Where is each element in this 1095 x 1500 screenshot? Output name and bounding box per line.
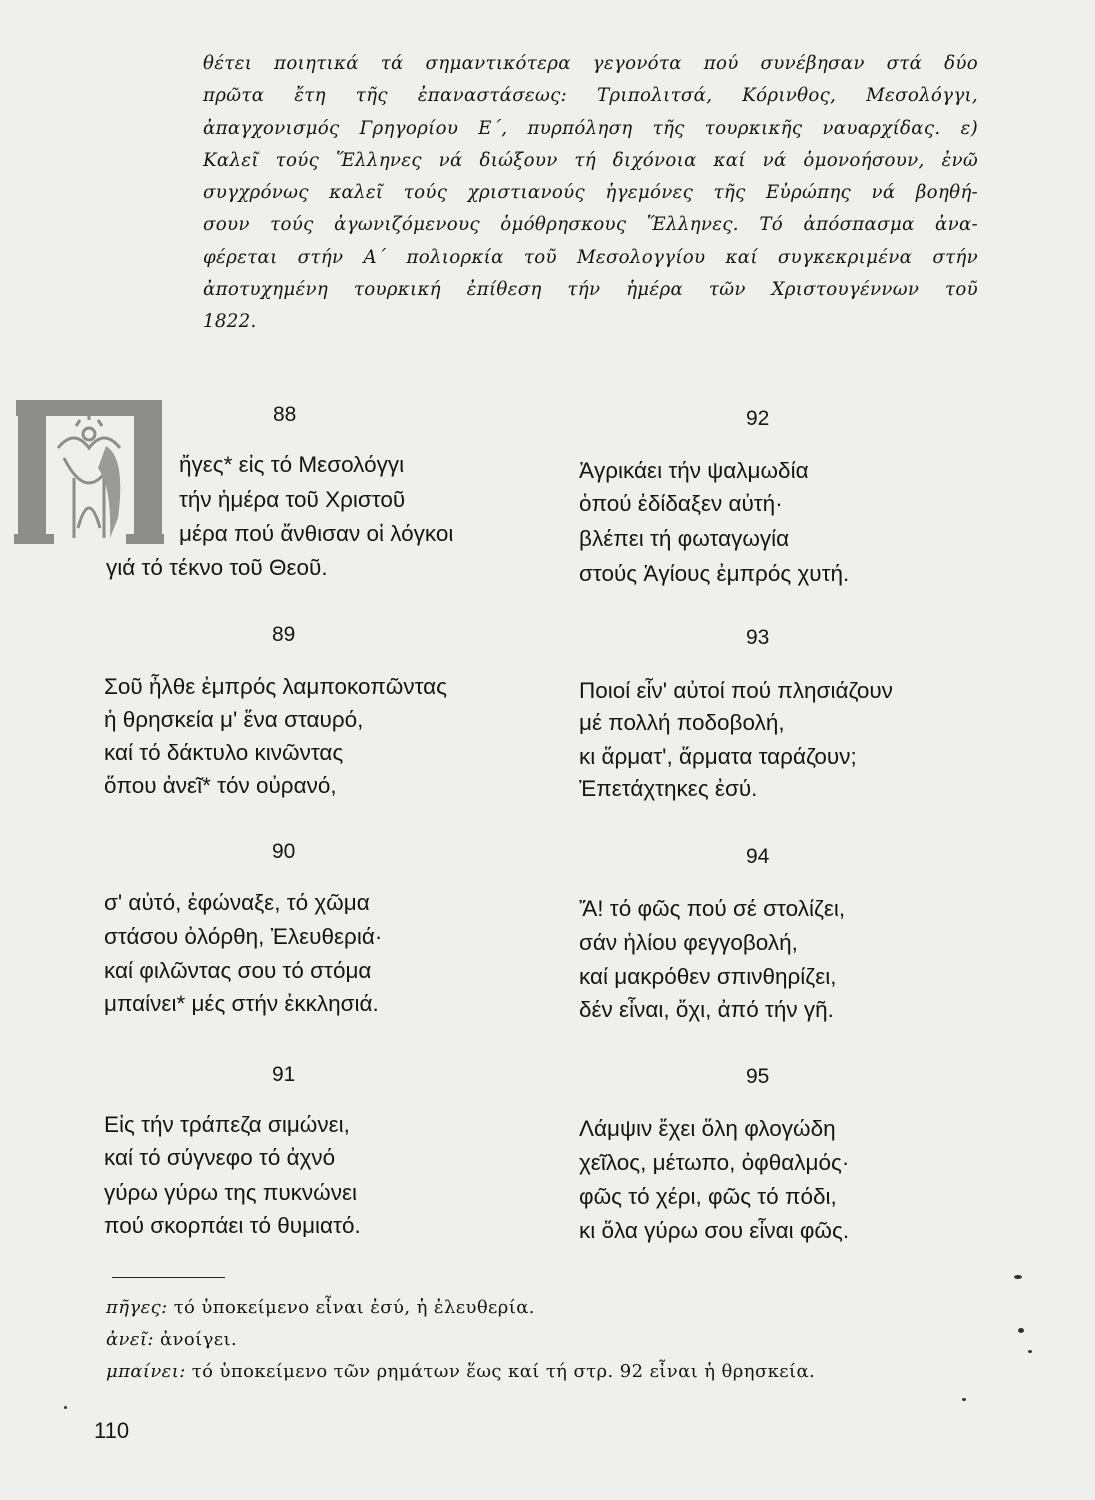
verse-line: ὁπού ἐδίδαξεν αὐτή· — [579, 491, 783, 516]
verse-line: μπαίνει* μές στήν ἐκκλησιά. — [104, 991, 379, 1016]
verse-line: κι ὅλα γύρω σου εἶναι φῶς. — [579, 1218, 850, 1243]
verse-line: φῶς τό χέρι, φῶς τό πόδι, — [579, 1184, 837, 1209]
intro-line: θέτει ποιητικά τά σημαντικότερα γεγονότα πού συνέβησαν στά δύο — [203, 53, 978, 74]
intro-line: φέρεται στήν Α΄ πολιορκία τοῦ Μεσολογγίου καί συγκεκριμένα στήν — [203, 246, 978, 268]
stanza-number: 95 — [746, 1065, 770, 1088]
intro-line: ἀποτυχημένη τουρκική ἐπίθεση τήν ἡμέρα τῶν Χριστουγέννων τοῦ — [203, 279, 978, 301]
verse-line: μέ πολλή ποδοβολή, — [579, 710, 785, 735]
verse-line: καί μακρόθεν σπινθηρίζει, — [579, 964, 837, 989]
footnote-divider — [112, 1277, 225, 1278]
stanza-number: 89 — [272, 623, 296, 646]
footnote-text: τό ὑποκείμενο εἶναι ἐσύ, ἡ ἐλευθερία. — [173, 1297, 535, 1318]
verse-line: χεῖλος, μέτωπο, ὀφθαλμός· — [579, 1150, 850, 1175]
page-number: 110 — [94, 1418, 130, 1443]
verse-line: Ἄ! τό φῶς πού σέ στολίζει, — [579, 896, 846, 921]
verse-line: καί τό σύγνεφο τό ἀχνό — [104, 1145, 336, 1170]
verse-line: Σοῦ ἦλθε ἐμπρός λαμποκοπῶντας — [104, 674, 447, 699]
verse-line: καί φιλῶντας σου τό στόμα — [104, 958, 372, 983]
verse-line: Λάμψιν ἔχει ὅλη φλογώδη — [579, 1116, 836, 1141]
verse-line: πού σκορπάει τό θυμιατό. — [104, 1213, 361, 1238]
stanza-number: 93 — [746, 626, 770, 649]
stanza-number: 90 — [272, 840, 296, 863]
footnote — [106, 1329, 237, 1351]
stanza-number: 92 — [746, 407, 770, 430]
verse-line: γύρω γύρω της πυκνώνει — [104, 1180, 358, 1205]
dropcap-initial-icon — [14, 398, 164, 546]
footnote — [106, 1297, 535, 1319]
verse-line: δέν εἶναι, ὄχι, ἀπό τήν γῆ. — [579, 997, 834, 1022]
intro-line: 1822. — [203, 311, 257, 333]
verse-line: ὅπου ἀνεῖ* τόν οὐρανό, — [104, 773, 337, 798]
verse-line: βλέπει τή φωταγωγία — [579, 526, 790, 551]
scan-speck — [962, 1398, 966, 1401]
verse-line: καί τό δάκτυλο κινῶντας — [104, 740, 344, 765]
verse-line: Εἰς τήν τράπεζα σιμώνει, — [104, 1112, 350, 1137]
verse-line: ἤγες* εἰς τό Μεσολόγγι — [179, 452, 405, 477]
verse-line: Ποιοί εἶν' αὐτοί πού πλησιάζουν — [579, 678, 893, 703]
verse-line: στάσου ὀλόρθη, Ἐλευθεριά· — [104, 924, 383, 949]
footnote — [106, 1361, 815, 1383]
footnote-term: πῆγες: — [106, 1297, 168, 1318]
intro-line: πρῶτα ἔτη τῆς ἐπαναστάσεως: Τριπολιτσά, Κόρινθος, Μεσολόγγι, — [203, 85, 978, 107]
verse-line: στούς Ἁγίους ἐμπρός χυτή. — [579, 561, 850, 586]
verse-line: ἡ θρησκεία μ' ἕνα σταυρό, — [104, 707, 364, 732]
verse-line: κι ἅρματ', ἅρματα ταράζουν; — [579, 744, 857, 769]
verse-line: Ἀγρικάει τήν ψαλμωδία — [579, 458, 809, 483]
verse-line: σ' αὐτό, ἐφώναξε, τό χῶμα — [104, 890, 370, 915]
intro-line: συγχρόνως καλεῖ τούς χριστιανούς ἡγεμόνες τῆς Εὐρώπης νά βοηθή- — [203, 182, 978, 204]
verse-line: γιά τό τέκνο τοῦ Θεοῦ. — [106, 555, 328, 580]
footnote-text: τό ὑποκείμενο τῶν ρημάτων ἕως καί τή στρ. 92 εἶναι ἡ θρησκεία. — [191, 1361, 816, 1382]
verse-line: τήν ἡμέρα τοῦ Χριστοῦ — [179, 487, 406, 512]
scan-speck — [1018, 1328, 1024, 1333]
verse-line: σάν ἡλίου φεγγοβολή, — [579, 930, 798, 955]
footnote-text: ἀνοίγει. — [160, 1329, 238, 1350]
stanza-number: 88 — [273, 403, 297, 426]
stanza-number: 91 — [272, 1063, 296, 1086]
intro-paragraph — [203, 48, 978, 339]
stanza-number: 94 — [746, 845, 770, 868]
scan-speck — [1028, 1350, 1032, 1353]
intro-line: ἀπαγχονισμός Γρηγορίου Ε΄, πυρπόληση τῆς τουρκικῆς ναυαρχίδας. ε) — [203, 117, 978, 139]
scan-speck — [64, 1406, 67, 1409]
verse-line: μέρα πού ἄνθισαν οἱ λόγκοι — [179, 521, 454, 546]
verse-line: Ἐπετάχτηκες ἐσύ. — [579, 776, 758, 801]
footnote-term: μπαίνει: — [106, 1361, 186, 1382]
intro-line: Καλεῖ τούς Ἕλληνες νά διώξουν τή διχόνοια καί νά ὁμονοήσουν, ἐνῶ — [203, 149, 978, 171]
footnote-term: ἀνεῖ: — [106, 1329, 154, 1350]
intro-line: σουν τούς ἀγωνιζόμενους ὁμόθρησκους Ἕλληνες. Τό ἀπόσπασμα ἀνα- — [203, 214, 978, 236]
scan-speck — [1014, 1275, 1022, 1279]
